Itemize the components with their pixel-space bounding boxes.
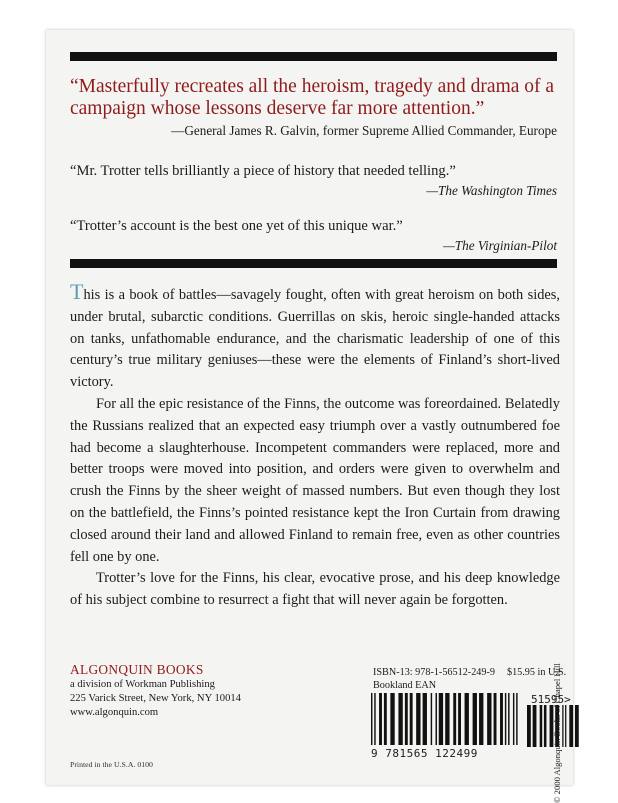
book-back-cover	[46, 30, 573, 803]
drop-cap: T	[70, 279, 84, 304]
printed-note: Printed in the U.S.A. 0100	[70, 760, 153, 769]
main-quote: “Masterfully recreates all the heroism, tragedy and drama of a campaign whose lessons deserve far more attention.”	[70, 76, 555, 119]
publisher-website: www.algonquin.com	[70, 707, 159, 718]
top-rule	[70, 52, 557, 61]
second-quote: “Mr. Trotter tells brilliantly a piece of history that needed telling.”	[70, 163, 456, 179]
barcode-digits: 9 781565 122499	[371, 747, 478, 760]
price: $15.95 in U.S.	[506, 667, 567, 678]
addon-barcode-digits: 51595>	[531, 693, 571, 706]
publisher-division: a division of Workman Publishing	[70, 679, 215, 690]
third-quote-attribution: —The Virginian-Pilot	[443, 238, 557, 253]
description-paragraph-1	[70, 279, 560, 394]
middle-rule	[70, 259, 557, 268]
second-quote-attribution: —The Washington Times	[426, 183, 557, 198]
description	[70, 279, 560, 612]
description-paragraph-1-text: his is a book of battles—savagely fought, often with great heroism on both sides, under brutal, subarctic conditions. Guerrillas on skis, heroic single-handed attacks on tanks, unfathomable endurance, and the charismatic leadership of one of this century’s true military geniuses—these were the elements of Finland’s short-lived victory.	[70, 287, 560, 391]
bookland-ean: Bookland EAN	[373, 680, 437, 691]
description-paragraph-2: For all the epic resistance of the Finns, the outcome was foreordained. Belatedly the Russians realized that an expected easy triumph over a vastly outnumbered foe had become a slaughterhouse. Incompetent commanders were replaced, more and better troops were moved into position, and orders were given to overwhelm and crush the Finns by the sheer weight of massed numbers. But even though they lost on the battlefield, the Finns’s pointed resistance kept the Iron Curtain from drawing closed around their land and allowed Finland to remain free, even as other countries fell one by one.	[70, 395, 560, 565]
publisher-info	[70, 663, 241, 720]
isbn-block	[373, 666, 566, 692]
description-paragraph-3: Trotter’s love for the Finns, his clear, evocative prose, and his deep knowledge of his subject combine to resurrect a fight that will never again be forgotten.	[70, 570, 560, 609]
publisher-address: 225 Varick Street, New York, NY 10014	[70, 693, 241, 704]
main-quote-attribution: —General James R. Galvin, former Supreme Allied Commander, Europe	[171, 123, 557, 138]
publisher-name: ALGONQUIN BOOKS	[70, 662, 204, 677]
third-quote: “Trotter’s account is the best one yet of this unique war.”	[70, 218, 403, 234]
isbn-number: ISBN-13: 978-1-56512-249-9	[373, 667, 495, 678]
barcode-graphic	[371, 693, 521, 747]
copyright-notice: © 2000 Algonquin Books of Chapel Hill	[552, 663, 562, 803]
